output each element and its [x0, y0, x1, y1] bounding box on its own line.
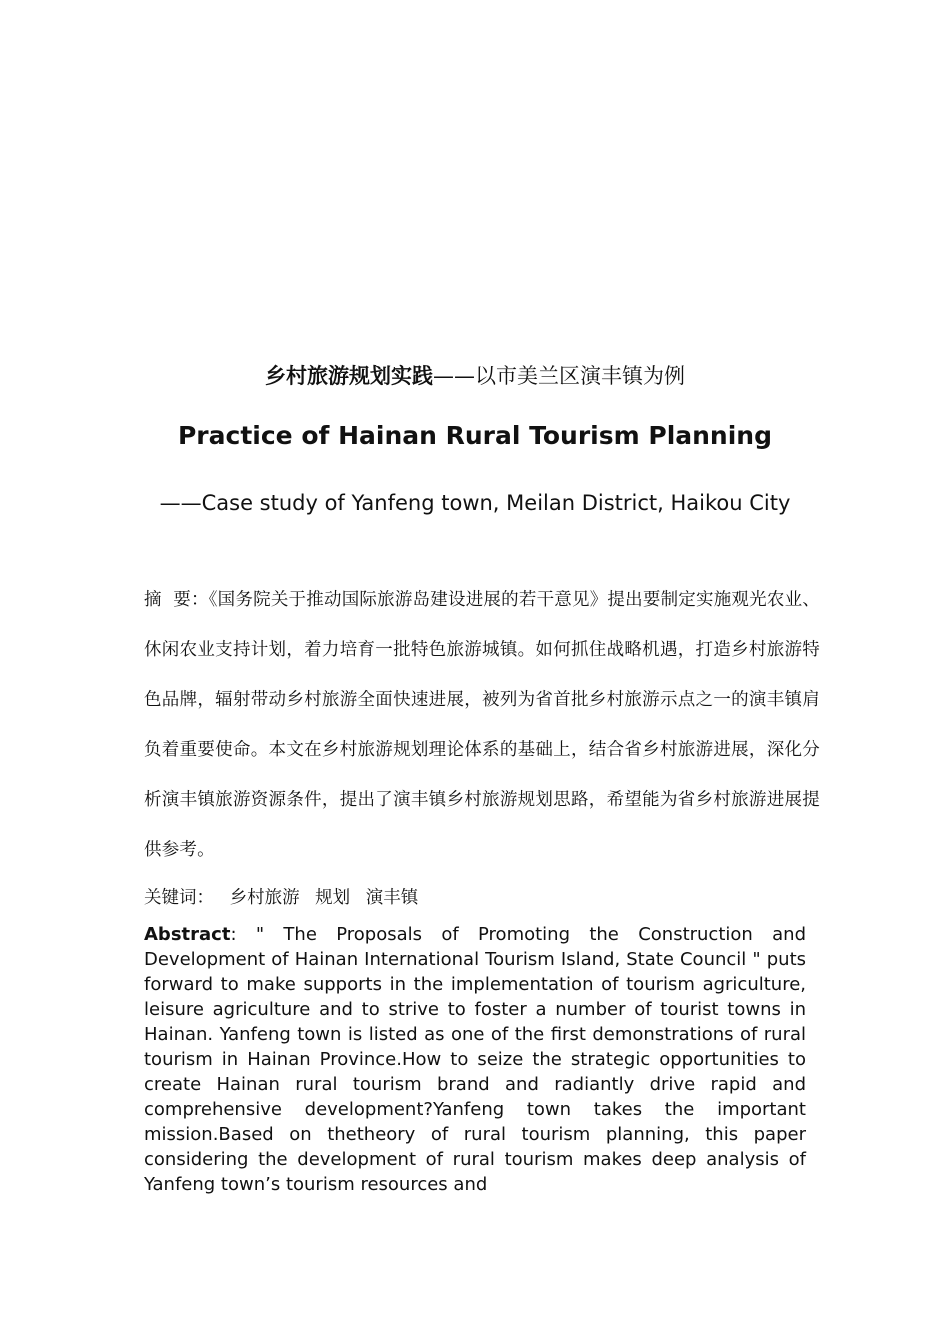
english-subtitle: ——Case study of Yanfeng town, Meilan District, Haikou City: [159, 491, 791, 515]
chinese-abstract-text: 《国务院关于推动国际旅游岛建设进展的若干意见》提出要制定实施观光农业、休闲农业支持计划，着力培育一批特色旅游城镇。如何抓住战略机遇，打造乡村旅游特色品牌，辐射带动乡村旅游全面快速进展，被列为省首批乡村旅游示点之一的演丰镇肩负着重要使命。本文在乡村旅游规划理论体系的基础上，结合省乡村旅游进展，深化分析演丰镇旅游资源条件，提出了演丰镇乡村旅游规划思路，希望能为省乡村旅游进展提供参考。: [144, 590, 820, 860]
keywords-label: 关键词：: [144, 888, 214, 908]
chinese-abstract: [144, 575, 820, 875]
chinese-abstract-label: 摘 要：: [144, 590, 209, 610]
english-abstract: [144, 922, 806, 1197]
keyword-item: 演丰镇: [365, 888, 419, 908]
chinese-keywords: [144, 883, 820, 913]
keyword-item: 乡村旅游: [229, 888, 300, 908]
chinese-title: [0, 360, 950, 392]
english-abstract-text: : " The Proposals of Promoting the Construction and Development of Hainan International Tourism Island, State Council " puts forward to make supports in the implementation of tourism agriculture, leisure agriculture and to strive to foster a number of tourist towns in Hainan. Yanfeng town is listed as one of the first demonstrations of rural tourism in Hainan Province.How to seize the strategic opportunities to create Hainan rural tourism brand and radiantly drive rapid and comprehensive development?Yanfeng town takes the important mission.Based on thetheory of rural tourism planning, this paper considering the development of rural tourism makes deep analysis of Yanfeng town’s tourism resources and: [144, 924, 806, 1195]
chinese-title-main: 乡村旅游规划实践: [265, 364, 433, 388]
keyword-item: 规划: [315, 888, 351, 908]
english-title: Practice of Hainan Rural Tourism Planning: [177, 421, 772, 450]
chinese-title-sub: ——以市美兰区演丰镇为例: [433, 364, 685, 388]
english-abstract-label: Abstract: [144, 924, 231, 945]
